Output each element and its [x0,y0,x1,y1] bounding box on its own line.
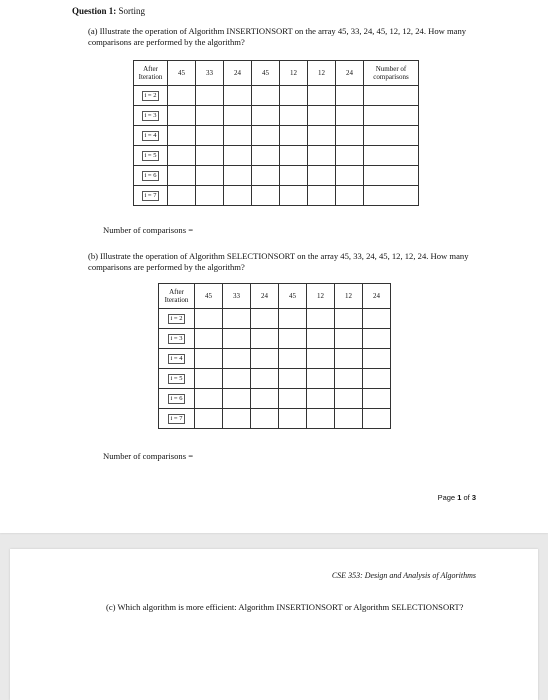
table-cell[interactable] [195,389,223,409]
header-value: 33 [196,61,224,86]
table-cell[interactable] [224,186,252,206]
page-number: Page 1 of 3 [437,493,476,502]
table-cell[interactable] [335,389,363,409]
table-cell[interactable] [195,369,223,389]
table-row [134,186,419,206]
header-value: 33 [223,284,251,309]
table-cell[interactable] [336,86,364,106]
table-cell[interactable] [195,329,223,349]
table-row [134,86,419,106]
table-cell[interactable] [336,106,364,126]
table-cell[interactable] [252,186,280,206]
iteration-label: i = 3 [142,111,160,121]
table-cell[interactable] [196,186,224,206]
table-cell[interactable] [196,106,224,126]
table-cell[interactable] [279,389,307,409]
table-cell[interactable] [307,369,335,389]
table-cell[interactable] [308,106,336,126]
table-cell[interactable] [196,126,224,146]
question-title [72,6,145,16]
iteration-label: i = 2 [142,91,160,101]
header-value: 45 [279,284,307,309]
table-row [159,309,391,329]
table-cell[interactable] [252,86,280,106]
table-cell[interactable] [280,166,308,186]
table-cell[interactable] [252,126,280,146]
header-value: 45 [252,61,280,86]
header-value: 24 [224,61,252,86]
table-cell[interactable] [223,389,251,409]
header-value: 45 [168,61,196,86]
question-number: Question 1: [72,6,117,16]
course-header: CSE 353: Design and Analysis of Algorithms [331,571,476,580]
part-b-text: (b) Illustrate the operation of Algorithm SELECTIONSORT on the array 45, 33, 24, 45, 12, 12, 24. How many comparisons are performed by the algorithm? [88,251,469,272]
part-c-text: (c) Which algorithm is more efficient: Algorithm INSERTIONSORT or Algorithm SELECTIONSORT? [106,602,464,612]
table-cell[interactable] [195,409,223,429]
table-cell[interactable] [307,329,335,349]
document-page-2 [10,549,538,700]
table-row [159,409,391,429]
table-cell[interactable] [279,309,307,329]
header-value: 12 [308,61,336,86]
insertion-sort-table [133,60,419,206]
table-cell[interactable] [307,309,335,329]
iteration-label: i = 7 [168,414,186,424]
table-cell[interactable] [196,86,224,106]
table-cell[interactable] [308,126,336,146]
table-cell[interactable] [224,146,252,166]
iteration-label: i = 3 [168,334,186,344]
table-cell[interactable] [364,126,419,146]
table-cell[interactable] [335,309,363,329]
table-cell[interactable] [364,146,419,166]
question-topic: Sorting [118,6,146,16]
table-cell[interactable] [336,146,364,166]
table-cell[interactable] [363,309,391,329]
table-cell[interactable] [223,409,251,429]
table-cell[interactable] [252,106,280,126]
header-value: 12 [307,284,335,309]
table-cell[interactable] [335,409,363,429]
table-cell[interactable] [279,329,307,349]
table-cell[interactable] [336,186,364,206]
table-cell[interactable] [168,126,196,146]
header-value: 45 [195,284,223,309]
table-row [159,329,391,349]
table-cell[interactable] [335,349,363,369]
table-cell[interactable] [224,106,252,126]
header-value: 24 [336,61,364,86]
table-cell[interactable] [224,126,252,146]
table-cell[interactable] [363,349,391,369]
table-cell[interactable] [223,369,251,389]
header-after-iteration: After Iteration [159,284,195,309]
header-value: 24 [363,284,391,309]
table-cell[interactable] [280,146,308,166]
table-cell[interactable] [168,186,196,206]
table-row [159,349,391,369]
table-cell[interactable] [168,166,196,186]
header-value: 12 [280,61,308,86]
table-cell[interactable] [363,369,391,389]
iteration-label: i = 6 [142,171,160,181]
iteration-label: i = 2 [168,314,186,324]
table-cell[interactable] [363,329,391,349]
table-cell[interactable] [279,369,307,389]
table-cell[interactable] [280,186,308,206]
table-row [159,389,391,409]
table-cell[interactable] [336,126,364,146]
header-value: 24 [251,284,279,309]
table-cell[interactable] [335,369,363,389]
table-cell[interactable] [168,86,196,106]
table-cell[interactable] [251,309,279,329]
table-cell[interactable] [168,146,196,166]
table-cell[interactable] [195,309,223,329]
table-cell[interactable] [280,106,308,126]
table-row [159,369,391,389]
selection-sort-table [158,283,391,429]
table-cell[interactable] [223,309,251,329]
table-row [134,126,419,146]
table-cell[interactable] [279,349,307,369]
table-cell[interactable] [252,146,280,166]
table-cell[interactable] [251,409,279,429]
comparisons-count-b: Number of comparisons = [103,451,194,461]
table-cell[interactable] [196,166,224,186]
table-cell[interactable] [195,349,223,369]
table-cell[interactable] [336,166,364,186]
table-header-row [134,61,419,86]
table-cell[interactable] [335,329,363,349]
table-cell[interactable] [308,166,336,186]
table-cell[interactable] [364,86,419,106]
table-cell[interactable] [308,86,336,106]
table-row [134,166,419,186]
table-cell[interactable] [364,186,419,206]
table-cell[interactable] [307,389,335,409]
table-row [134,106,419,126]
iteration-label: i = 5 [142,151,160,161]
table-cell[interactable] [251,389,279,409]
table-cell[interactable] [308,186,336,206]
table-cell[interactable] [251,329,279,349]
table-cell[interactable] [251,369,279,389]
table-cell[interactable] [363,389,391,409]
table-cell[interactable] [251,349,279,369]
table-cell[interactable] [223,349,251,369]
table-cell[interactable] [168,106,196,126]
table-cell[interactable] [308,146,336,166]
table-cell[interactable] [280,126,308,146]
header-value: 12 [335,284,363,309]
table-cell[interactable] [196,146,224,166]
iteration-label: i = 4 [168,354,186,364]
table-cell[interactable] [279,409,307,429]
header-after-iteration: After Iteration [134,61,168,86]
header-number-of-comparisons: Number of comparisons [364,61,419,86]
table-row [134,146,419,166]
table-cell[interactable] [363,409,391,429]
iteration-label: i = 4 [142,131,160,141]
table-cell[interactable] [280,86,308,106]
table-header-row [159,284,391,309]
table-cell[interactable] [307,409,335,429]
comparisons-count-a: Number of comparisons = [103,225,194,235]
part-a-text: (a) Illustrate the operation of Algorithm INSERTIONSORT on the array 45, 33, 24, 45, 12, 12, 24. How many comparisons are performed by the algorithm? [88,26,467,47]
iteration-label: i = 6 [168,394,186,404]
iteration-label: i = 5 [168,374,186,384]
table-cell[interactable] [223,329,251,349]
table-cell[interactable] [224,86,252,106]
table-cell[interactable] [364,166,419,186]
iteration-label: i = 7 [142,191,160,201]
table-cell[interactable] [224,166,252,186]
table-cell[interactable] [364,106,419,126]
table-cell[interactable] [252,166,280,186]
table-cell[interactable] [307,349,335,369]
